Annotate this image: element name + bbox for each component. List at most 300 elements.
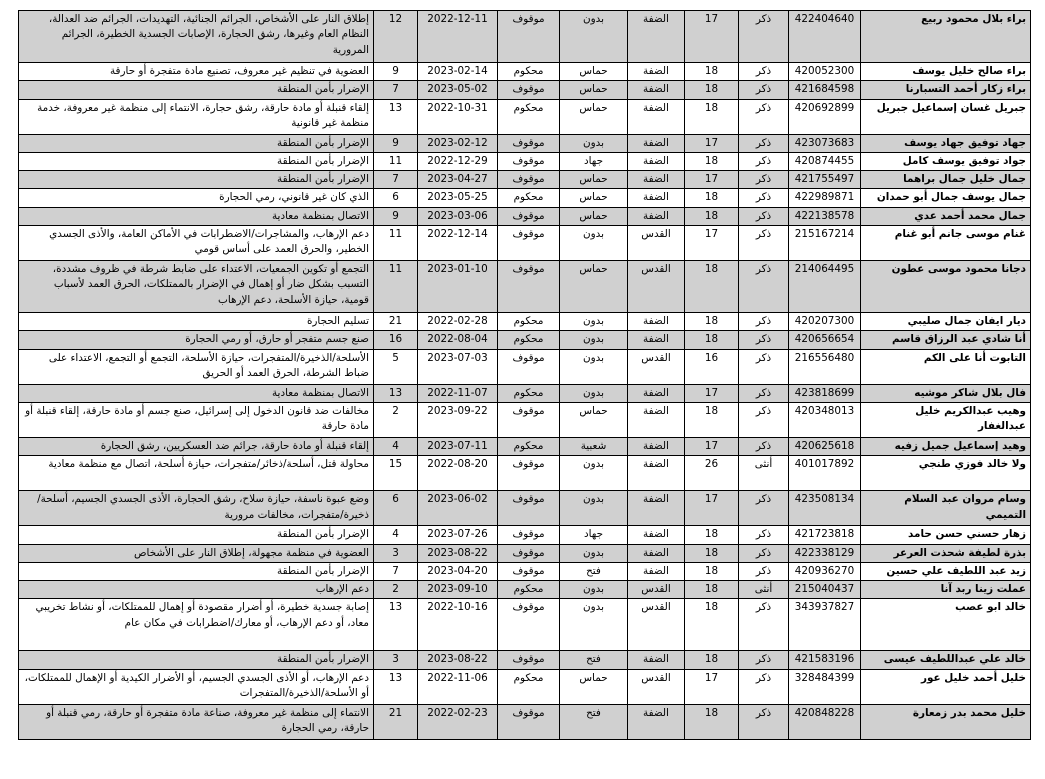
charges-cell: الاتصال بمنظمة معادية bbox=[19, 384, 374, 402]
count-cell: 6 bbox=[374, 189, 418, 207]
status-cell: موقوف bbox=[498, 526, 560, 544]
affiliation-cell: فتح bbox=[560, 651, 628, 669]
region-cell: الضفة bbox=[628, 491, 685, 526]
age-cell: 17 bbox=[685, 669, 739, 704]
table-row bbox=[19, 226, 1031, 261]
name-cell: ديار ايفان جمال صليبي bbox=[861, 313, 1031, 331]
id-cell: 421755497 bbox=[789, 171, 861, 189]
gender-cell: ذكر bbox=[739, 402, 789, 437]
status-cell: موقوف bbox=[498, 402, 560, 437]
name-cell: التابوت أنا على الكم bbox=[861, 349, 1031, 384]
region-cell: الضفة bbox=[628, 189, 685, 207]
age-cell: 18 bbox=[685, 99, 739, 134]
affiliation-cell: بدون bbox=[560, 134, 628, 152]
region-cell: القدس bbox=[628, 261, 685, 313]
name-cell: جواد توفيق يوسف كامل bbox=[861, 152, 1031, 170]
charges-cell: وضع عبوة ناسفة، حيازة سلاح، رشق الحجارة، الأذى الجسدي الجسيم، أسلحة/ذخيرة/متفجرات، مخالفات مرورية bbox=[19, 491, 374, 526]
date-cell: 2023-03-06 bbox=[418, 207, 498, 225]
region-cell: الضفة bbox=[628, 63, 685, 81]
status-cell: محكوم bbox=[498, 669, 560, 704]
age-cell: 17 bbox=[685, 11, 739, 63]
name-cell: دجانا محمود موسى عطون bbox=[861, 261, 1031, 313]
date-cell: 2023-06-02 bbox=[418, 491, 498, 526]
count-cell: 21 bbox=[374, 313, 418, 331]
table-row bbox=[19, 134, 1031, 152]
name-cell: فال بلال شاكر موشيه bbox=[861, 384, 1031, 402]
charges-cell: صنع جسم متفجر أو حارق، أو رمي الحجارة bbox=[19, 331, 374, 349]
affiliation-cell: بدون bbox=[560, 384, 628, 402]
affiliation-cell: حماس bbox=[560, 402, 628, 437]
charges-cell: الإضرار بأمن المنطقة bbox=[19, 171, 374, 189]
table-body bbox=[19, 11, 1031, 740]
age-cell: 18 bbox=[685, 562, 739, 580]
age-cell: 17 bbox=[685, 437, 739, 455]
id-cell: 422138578 bbox=[789, 207, 861, 225]
id-cell: 423073683 bbox=[789, 134, 861, 152]
table-row bbox=[19, 313, 1031, 331]
name-cell: جمال خليل جمال براهما bbox=[861, 171, 1031, 189]
date-cell: 2023-05-02 bbox=[418, 81, 498, 99]
id-cell: 215167214 bbox=[789, 226, 861, 261]
count-cell: 9 bbox=[374, 207, 418, 225]
id-cell: 420207300 bbox=[789, 313, 861, 331]
age-cell: 18 bbox=[685, 651, 739, 669]
region-cell: الضفة bbox=[628, 651, 685, 669]
table-row bbox=[19, 599, 1031, 651]
affiliation-cell: فتح bbox=[560, 704, 628, 739]
id-cell: 422338129 bbox=[789, 544, 861, 562]
count-cell: 2 bbox=[374, 402, 418, 437]
name-cell: براء بلال محمود ربيع bbox=[861, 11, 1031, 63]
id-cell: 423818699 bbox=[789, 384, 861, 402]
status-cell: موقوف bbox=[498, 651, 560, 669]
gender-cell: ذكر bbox=[739, 99, 789, 134]
affiliation-cell: بدون bbox=[560, 544, 628, 562]
age-cell: 18 bbox=[685, 402, 739, 437]
charges-cell: دعم الإرهاب bbox=[19, 581, 374, 599]
charges-cell: إلقاء قنبلة أو مادة حارقة، رشق حجارة، الانتماء إلى منظمة غير معروفة، خدمة منظمة غير قانونية bbox=[19, 99, 374, 134]
table-row bbox=[19, 349, 1031, 384]
date-cell: 2023-04-20 bbox=[418, 562, 498, 580]
region-cell: الضفة bbox=[628, 526, 685, 544]
id-cell: 421583196 bbox=[789, 651, 861, 669]
count-cell: 3 bbox=[374, 651, 418, 669]
affiliation-cell: حماس bbox=[560, 63, 628, 81]
count-cell: 9 bbox=[374, 63, 418, 81]
count-cell: 11 bbox=[374, 261, 418, 313]
age-cell: 18 bbox=[685, 526, 739, 544]
date-cell: 2023-08-22 bbox=[418, 651, 498, 669]
status-cell: موقوف bbox=[498, 704, 560, 739]
gender-cell: ذكر bbox=[739, 599, 789, 651]
date-cell: 2023-02-14 bbox=[418, 63, 498, 81]
status-cell: محكوم bbox=[498, 384, 560, 402]
charges-cell: الانتماء إلى منظمة غير معروفة، صناعة مادة متفجرة أو حارقة، رمي قنبلة أو حارقة، رمي الحجارة bbox=[19, 704, 374, 739]
age-cell: 18 bbox=[685, 63, 739, 81]
affiliation-cell: بدون bbox=[560, 331, 628, 349]
gender-cell: ذكر bbox=[739, 81, 789, 99]
date-cell: 2022-02-28 bbox=[418, 313, 498, 331]
gender-cell: ذكر bbox=[739, 152, 789, 170]
charges-cell: تسليم الحجارة bbox=[19, 313, 374, 331]
id-cell: 214064495 bbox=[789, 261, 861, 313]
gender-cell: ذكر bbox=[739, 261, 789, 313]
table-row bbox=[19, 562, 1031, 580]
gender-cell: ذكر bbox=[739, 171, 789, 189]
gender-cell: ذكر bbox=[739, 11, 789, 63]
region-cell: الضفة bbox=[628, 81, 685, 99]
age-cell: 26 bbox=[685, 456, 739, 491]
name-cell: خليل محمد بدر زمعارة bbox=[861, 704, 1031, 739]
table-row bbox=[19, 544, 1031, 562]
count-cell: 5 bbox=[374, 349, 418, 384]
table-row bbox=[19, 402, 1031, 437]
affiliation-cell: حماس bbox=[560, 669, 628, 704]
region-cell: الضفة bbox=[628, 544, 685, 562]
table-row bbox=[19, 669, 1031, 704]
affiliation-cell: فتح bbox=[560, 562, 628, 580]
charges-cell: الأسلحة/الذخيرة/المتفجرات، حيازة الأسلحة، التجمع أو التجمع، الاعتداء على ضباط الشرطة، الحرق العمد أو الحريق bbox=[19, 349, 374, 384]
id-cell: 215040437 bbox=[789, 581, 861, 599]
age-cell: 18 bbox=[685, 81, 739, 99]
charges-cell: الإضرار بأمن المنطقة bbox=[19, 81, 374, 99]
region-cell: الضفة bbox=[628, 437, 685, 455]
count-cell: 11 bbox=[374, 226, 418, 261]
detainee-table bbox=[18, 10, 1031, 740]
region-cell: القدس bbox=[628, 599, 685, 651]
table-row bbox=[19, 11, 1031, 63]
affiliation-cell: بدون bbox=[560, 491, 628, 526]
age-cell: 18 bbox=[685, 599, 739, 651]
id-cell: 216556480 bbox=[789, 349, 861, 384]
status-cell: موقوف bbox=[498, 562, 560, 580]
gender-cell: ذكر bbox=[739, 189, 789, 207]
table-row bbox=[19, 526, 1031, 544]
name-cell: ولا خالد فوزي طنجي bbox=[861, 456, 1031, 491]
gender-cell: ذكر bbox=[739, 384, 789, 402]
status-cell: محكوم bbox=[498, 63, 560, 81]
table-row bbox=[19, 99, 1031, 134]
count-cell: 15 bbox=[374, 456, 418, 491]
affiliation-cell: حماس bbox=[560, 261, 628, 313]
count-cell: 4 bbox=[374, 437, 418, 455]
charges-cell: دعم الإرهاب، والمشاجرات/الاضطرابات في الأماكن العامة، والأذى الجسدي الخطير، والحرق العمد على أساس قومي bbox=[19, 226, 374, 261]
id-cell: 420656654 bbox=[789, 331, 861, 349]
status-cell: موقوف bbox=[498, 81, 560, 99]
age-cell: 18 bbox=[685, 207, 739, 225]
date-cell: 2023-04-27 bbox=[418, 171, 498, 189]
id-cell: 421684598 bbox=[789, 81, 861, 99]
id-cell: 328484399 bbox=[789, 669, 861, 704]
charges-cell: الإضرار بأمن المنطقة bbox=[19, 651, 374, 669]
date-cell: 2022-11-06 bbox=[418, 669, 498, 704]
date-cell: 2022-10-31 bbox=[418, 99, 498, 134]
region-cell: القدس bbox=[628, 581, 685, 599]
count-cell: 9 bbox=[374, 134, 418, 152]
count-cell: 6 bbox=[374, 491, 418, 526]
charges-cell: دعم الإرهاب، أو الأذى الجسدي الجسيم، أو الأضرار الكيدية أو الإهمال للممتلكات، أو الأسلحة/الذخيرة/المتفجرات bbox=[19, 669, 374, 704]
date-cell: 2022-11-07 bbox=[418, 384, 498, 402]
age-cell: 17 bbox=[685, 491, 739, 526]
date-cell: 2023-07-03 bbox=[418, 349, 498, 384]
status-cell: محكوم bbox=[498, 581, 560, 599]
charges-cell: الإضرار بأمن المنطقة bbox=[19, 134, 374, 152]
name-cell: جمال محمد أحمد عدي bbox=[861, 207, 1031, 225]
count-cell: 2 bbox=[374, 581, 418, 599]
name-cell: وهيب عبدالكريم خليل عبدالغفار bbox=[861, 402, 1031, 437]
region-cell: الضفة bbox=[628, 11, 685, 63]
count-cell: 13 bbox=[374, 99, 418, 134]
gender-cell: ذكر bbox=[739, 437, 789, 455]
charges-cell: الإضرار بأمن المنطقة bbox=[19, 152, 374, 170]
table-row bbox=[19, 189, 1031, 207]
age-cell: 18 bbox=[685, 544, 739, 562]
charges-cell: إصابة جسدية خطيرة، أو أضرار مقصودة أو إهمال للممتلكات، أو نشاط تخريبي معاد، أو دعم الإرهاب، أو معارك/اضطرابات في مكان عام bbox=[19, 599, 374, 651]
date-cell: 2023-02-12 bbox=[418, 134, 498, 152]
count-cell: 13 bbox=[374, 599, 418, 651]
region-cell: الضفة bbox=[628, 99, 685, 134]
affiliation-cell: بدون bbox=[560, 456, 628, 491]
name-cell: وهيد إسماعيل جميل زفيه bbox=[861, 437, 1031, 455]
table-row bbox=[19, 331, 1031, 349]
affiliation-cell: حماس bbox=[560, 99, 628, 134]
id-cell: 421723818 bbox=[789, 526, 861, 544]
name-cell: جبريل غسان إسماعيل جبريل bbox=[861, 99, 1031, 134]
name-cell: براء زكار أحمد التسبارنا bbox=[861, 81, 1031, 99]
count-cell: 11 bbox=[374, 152, 418, 170]
charges-cell: الإضرار بأمن المنطقة bbox=[19, 562, 374, 580]
id-cell: 420692899 bbox=[789, 99, 861, 134]
affiliation-cell: حماس bbox=[560, 189, 628, 207]
name-cell: وسام مروان عبد السلام التميمي bbox=[861, 491, 1031, 526]
table-row bbox=[19, 456, 1031, 491]
region-cell: القدس bbox=[628, 669, 685, 704]
date-cell: 2022-12-14 bbox=[418, 226, 498, 261]
status-cell: محكوم bbox=[498, 437, 560, 455]
gender-cell: ذكر bbox=[739, 313, 789, 331]
charges-cell: الاتصال بمنظمة معادية bbox=[19, 207, 374, 225]
region-cell: الضفة bbox=[628, 313, 685, 331]
age-cell: 18 bbox=[685, 704, 739, 739]
status-cell: محكوم bbox=[498, 313, 560, 331]
date-cell: 2023-08-22 bbox=[418, 544, 498, 562]
status-cell: محكوم bbox=[498, 189, 560, 207]
status-cell: موقوف bbox=[498, 599, 560, 651]
gender-cell: ذكر bbox=[739, 331, 789, 349]
gender-cell: ذكر bbox=[739, 704, 789, 739]
table-row bbox=[19, 171, 1031, 189]
name-cell: براء صالح خليل يوسف bbox=[861, 63, 1031, 81]
status-cell: موقوف bbox=[498, 456, 560, 491]
gender-cell: ذكر bbox=[739, 207, 789, 225]
charges-cell: التجمع أو تكوين الجمعيات، الاعتداء على ضابط شرطة في ظروف مشددة، التسبب بشكل ضار أو إهمال في الإضرار بالممتلكات، الحرق العمد لأسباب قومية، حيازة الأسلحة، دعم الإرهاب bbox=[19, 261, 374, 313]
region-cell: الضفة bbox=[628, 704, 685, 739]
records-sheet bbox=[18, 10, 1031, 740]
gender-cell: ذكر bbox=[739, 134, 789, 152]
age-cell: 18 bbox=[685, 581, 739, 599]
status-cell: موقوف bbox=[498, 226, 560, 261]
date-cell: 2023-09-22 bbox=[418, 402, 498, 437]
charges-cell: العضوية في تنظيم غير معروف، تصنيع مادة متفجرة أو حارقة bbox=[19, 63, 374, 81]
gender-cell: ذكر bbox=[739, 63, 789, 81]
charges-cell: الذي كان غير قانوني، رمي الحجارة bbox=[19, 189, 374, 207]
table-row bbox=[19, 651, 1031, 669]
age-cell: 17 bbox=[685, 384, 739, 402]
status-cell: موقوف bbox=[498, 152, 560, 170]
table-row bbox=[19, 581, 1031, 599]
charges-cell: الإضرار بأمن المنطقة bbox=[19, 526, 374, 544]
status-cell: موقوف bbox=[498, 491, 560, 526]
gender-cell: أنثى bbox=[739, 581, 789, 599]
date-cell: 2023-07-11 bbox=[418, 437, 498, 455]
id-cell: 420874455 bbox=[789, 152, 861, 170]
affiliation-cell: جهاد bbox=[560, 526, 628, 544]
count-cell: 3 bbox=[374, 544, 418, 562]
status-cell: محكوم bbox=[498, 331, 560, 349]
region-cell: الضفة bbox=[628, 207, 685, 225]
affiliation-cell: حماس bbox=[560, 207, 628, 225]
affiliation-cell: شعبية bbox=[560, 437, 628, 455]
charges-cell: العضوية في منظمة مجهولة، إطلاق النار على الأشخاص bbox=[19, 544, 374, 562]
id-cell: 422404640 bbox=[789, 11, 861, 63]
id-cell: 420936270 bbox=[789, 562, 861, 580]
id-cell: 423508134 bbox=[789, 491, 861, 526]
affiliation-cell: حماس bbox=[560, 81, 628, 99]
gender-cell: ذكر bbox=[739, 349, 789, 384]
date-cell: 2022-10-16 bbox=[418, 599, 498, 651]
region-cell: الضفة bbox=[628, 331, 685, 349]
name-cell: غنام موسى جانم أبو غنام bbox=[861, 226, 1031, 261]
status-cell: موقوف bbox=[498, 349, 560, 384]
count-cell: 7 bbox=[374, 562, 418, 580]
affiliation-cell: بدون bbox=[560, 11, 628, 63]
age-cell: 16 bbox=[685, 349, 739, 384]
date-cell: 2023-07-26 bbox=[418, 526, 498, 544]
date-cell: 2022-12-11 bbox=[418, 11, 498, 63]
region-cell: الضفة bbox=[628, 562, 685, 580]
region-cell: الضفة bbox=[628, 384, 685, 402]
date-cell: 2022-02-23 bbox=[418, 704, 498, 739]
date-cell: 2023-05-25 bbox=[418, 189, 498, 207]
id-cell: 343937827 bbox=[789, 599, 861, 651]
table-row bbox=[19, 491, 1031, 526]
status-cell: موقوف bbox=[498, 171, 560, 189]
table-row bbox=[19, 384, 1031, 402]
age-cell: 17 bbox=[685, 171, 739, 189]
count-cell: 13 bbox=[374, 669, 418, 704]
name-cell: عملت زينا ربد آنا bbox=[861, 581, 1031, 599]
charges-cell: إطلاق النار على الأشخاص، الجرائم الجنائية، التهديدات، الجرائم ضد العدالة، النظام العام وغيرها، رشق الحجارة، الإصابات الجسدية الخطيرة، الجرائم المرورية bbox=[19, 11, 374, 63]
count-cell: 7 bbox=[374, 171, 418, 189]
date-cell: 2023-01-10 bbox=[418, 261, 498, 313]
name-cell: خالد علي عبداللطيف عيسى bbox=[861, 651, 1031, 669]
status-cell: موقوف bbox=[498, 261, 560, 313]
count-cell: 13 bbox=[374, 384, 418, 402]
age-cell: 18 bbox=[685, 189, 739, 207]
region-cell: الضفة bbox=[628, 402, 685, 437]
status-cell: موقوف bbox=[498, 134, 560, 152]
table-row bbox=[19, 63, 1031, 81]
age-cell: 18 bbox=[685, 152, 739, 170]
table-row bbox=[19, 437, 1031, 455]
region-cell: الضفة bbox=[628, 152, 685, 170]
gender-cell: ذكر bbox=[739, 226, 789, 261]
id-cell: 420625618 bbox=[789, 437, 861, 455]
id-cell: 420848228 bbox=[789, 704, 861, 739]
affiliation-cell: بدون bbox=[560, 313, 628, 331]
count-cell: 7 bbox=[374, 81, 418, 99]
region-cell: الضفة bbox=[628, 134, 685, 152]
age-cell: 17 bbox=[685, 226, 739, 261]
id-cell: 401017892 bbox=[789, 456, 861, 491]
affiliation-cell: بدون bbox=[560, 599, 628, 651]
date-cell: 2022-12-29 bbox=[418, 152, 498, 170]
table-row bbox=[19, 152, 1031, 170]
name-cell: خالد ابو عصب bbox=[861, 599, 1031, 651]
region-cell: القدس bbox=[628, 226, 685, 261]
count-cell: 12 bbox=[374, 11, 418, 63]
affiliation-cell: جهاد bbox=[560, 152, 628, 170]
date-cell: 2023-09-10 bbox=[418, 581, 498, 599]
status-cell: موقوف bbox=[498, 11, 560, 63]
date-cell: 2022-08-04 bbox=[418, 331, 498, 349]
name-cell: بذرة لطيفة شحذت العرعر bbox=[861, 544, 1031, 562]
region-cell: القدس bbox=[628, 349, 685, 384]
id-cell: 420052300 bbox=[789, 63, 861, 81]
name-cell: زهار حسني حسن حامد bbox=[861, 526, 1031, 544]
gender-cell: ذكر bbox=[739, 669, 789, 704]
status-cell: محكوم bbox=[498, 99, 560, 134]
status-cell: موقوف bbox=[498, 544, 560, 562]
affiliation-cell: بدون bbox=[560, 349, 628, 384]
count-cell: 21 bbox=[374, 704, 418, 739]
name-cell: أنا شادي عبد الرزاق قاسم bbox=[861, 331, 1031, 349]
charges-cell: إلقاء قنبلة أو مادة حارقة، جرائم ضد العسكريين، رشق الحجارة bbox=[19, 437, 374, 455]
count-cell: 4 bbox=[374, 526, 418, 544]
charges-cell: مخالفات ضد قانون الدخول إلى إسرائيل، صنع جسم أو مادة حارقة، إلقاء قنبلة أو مادة حارقة bbox=[19, 402, 374, 437]
region-cell: الضفة bbox=[628, 171, 685, 189]
name-cell: زيد عبد اللطيف علي حسين bbox=[861, 562, 1031, 580]
gender-cell: ذكر bbox=[739, 526, 789, 544]
age-cell: 17 bbox=[685, 134, 739, 152]
age-cell: 18 bbox=[685, 261, 739, 313]
gender-cell: ذكر bbox=[739, 651, 789, 669]
affiliation-cell: بدون bbox=[560, 226, 628, 261]
name-cell: جمال يوسف جمال أبو حمدان bbox=[861, 189, 1031, 207]
affiliation-cell: حماس bbox=[560, 171, 628, 189]
date-cell: 2022-08-20 bbox=[418, 456, 498, 491]
table-row bbox=[19, 81, 1031, 99]
gender-cell: ذكر bbox=[739, 544, 789, 562]
id-cell: 420348013 bbox=[789, 402, 861, 437]
name-cell: جهاد توفيق جهاد يوسف bbox=[861, 134, 1031, 152]
name-cell: خليل أحمد خليل عور bbox=[861, 669, 1031, 704]
gender-cell: ذكر bbox=[739, 562, 789, 580]
table-row bbox=[19, 261, 1031, 313]
charges-cell: محاولة قتل، أسلحة/ذخائر/متفجرات، حيازة أسلحة، اتصال مع منظمة معادية bbox=[19, 456, 374, 491]
gender-cell: أنثى bbox=[739, 456, 789, 491]
table-row bbox=[19, 207, 1031, 225]
age-cell: 18 bbox=[685, 331, 739, 349]
id-cell: 422989871 bbox=[789, 189, 861, 207]
age-cell: 18 bbox=[685, 313, 739, 331]
count-cell: 16 bbox=[374, 331, 418, 349]
region-cell: الضفة bbox=[628, 456, 685, 491]
gender-cell: ذكر bbox=[739, 491, 789, 526]
status-cell: موقوف bbox=[498, 207, 560, 225]
table-row bbox=[19, 704, 1031, 739]
affiliation-cell: بدون bbox=[560, 581, 628, 599]
